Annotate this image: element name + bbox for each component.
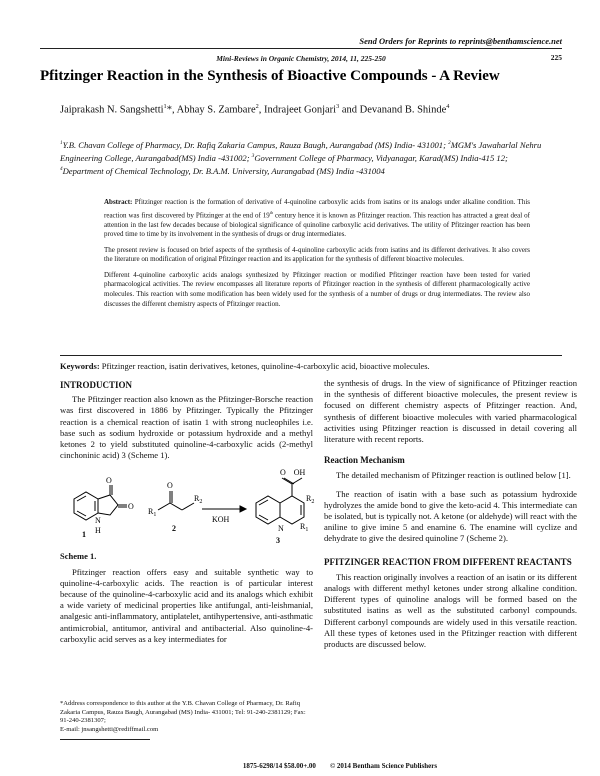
- footer-issn: 1875-6298/14 $58.00+.00: [242, 762, 316, 770]
- scheme-1-figure: [60, 465, 313, 549]
- author-1-star: *: [166, 104, 172, 116]
- abstract: [104, 198, 530, 315]
- affil-1: Y.B. Chavan College of Pharmacy, Dr. Rafiq Zakaria Campus, Rauza Baugh, Aurangabad (MS) India- 431001;: [62, 139, 446, 150]
- page-number: 225: [550, 53, 562, 62]
- header-rule: [40, 48, 562, 49]
- left-column: [60, 378, 313, 645]
- intro-paragraph-2: Pfitzinger reaction offers easy and suitable synthetic way to quinoline-4-carboxylic acids. The reaction is of particular interest because of the quinoline-4-carboxylic acid and its analogs which exhibit a wide variety of medicinal properties like antifungal, anti-leishmanial, analgesic anti-inflammatory, antiplatelet, antihypertensive, anti-asthmatic antimicrobial, antitumor, antiviral and antibacterial. Also quinoline-4-carboxylic acid serves as a key intermediates for: [60, 566, 313, 644]
- scheme-r2: $R_2$: [194, 494, 203, 506]
- scheme-o3: O: [167, 481, 173, 491]
- footnote-email[interactable]: E-mail: jnsangshetti@rediffmail.com: [60, 725, 159, 733]
- author-and: and: [341, 104, 358, 116]
- isatin-five-ring: [98, 495, 118, 515]
- affil-2: MGM's Jawaharlal Nehru Engineering College, Aurangabad(MS) India -431002;: [60, 139, 542, 163]
- affil-1-sup: 1: [60, 140, 63, 146]
- footer-copyright: © 2014 Bentham Science Publishers: [329, 762, 438, 770]
- keywords-text: Pfitzinger reaction, isatin derivatives, ketones, quinoline-4-carboxylic acid, bioactive molecules.: [101, 361, 430, 371]
- author-2: Abhay S. Zambare: [176, 104, 256, 116]
- keywords-label: Keywords:: [60, 361, 100, 371]
- mechanism-paragraph-2: The reaction of isatin with a base such as potassium hydroxide hydrolyzes the amide bond to give the keto-acid 4. This intermediate can be isolated, but is typically not. A ketone (or aldehyde) will react with the aniline to give imine 5 and enamine 6. The enamine will cyclize and dehydrate to give the desired quinoline 7 (Scheme 2).: [324, 488, 577, 544]
- scheme-cooh: O OH: [280, 468, 306, 478]
- abstract-label: Abstract:: [104, 198, 133, 206]
- different-reactants-heading: PFITZINGER REACTION FROM DIFFERENT REACTANTS: [324, 556, 572, 567]
- author-4-sup: 4: [446, 103, 450, 110]
- author-4: Devanand B. Shinde: [359, 104, 447, 116]
- scheme-h: H: [95, 526, 101, 536]
- abstract-p1b: century hence it is known as Pfitzinger reaction. This reaction has attracted a great deal of attention in the last few decades because of biological significance of quinoline carboxylic acid derivatives. The utility of Pfitzinger reaction has been proved time to time by its involvement in the synthesis of drugs or drug intermediates.: [104, 210, 530, 239]
- footnote-rule: [60, 739, 150, 740]
- author-2-sup: 2: [255, 103, 259, 110]
- scheme-r2b: $R_2$: [306, 494, 315, 506]
- author-3: Indrajeet Gonjari: [264, 104, 337, 116]
- scheme-nh: N: [95, 516, 101, 526]
- abstract-p3: Different 4-quinoline carboxylic acids analogs synthesized by Pfitzinger reaction or modified Pfitzinger reaction have been tested for varied pharmacological activities. The review encompasses all literature reports of Pfitzinger reaction in the synthesis of different pharmacologically active molecules. This reaction with some modification has been widely used for the synthesis of a number of drugs or drug intermediates. The review also discusses the different chemistry aspects of Pfitzinger reaction.: [104, 270, 530, 308]
- scheme-r1: $R_1$: [148, 507, 157, 519]
- scheme-o2: O: [128, 502, 134, 512]
- scheme-r1b: $R_1$: [300, 522, 309, 534]
- scheme-compound-1: 1: [82, 530, 86, 540]
- article-title: Pfitzinger Reaction in the Synthesis of Bioactive Compounds - A Review: [40, 68, 500, 84]
- affil-2-sup: 2: [448, 140, 451, 146]
- scheme-compound-3: 3: [276, 536, 280, 546]
- mechanism-paragraph-1: The detailed mechanism of Pfitzinger reaction is outlined below [1].: [336, 470, 571, 481]
- scheme-koh: KOH: [212, 515, 230, 525]
- mechanism-heading: Reaction Mechanism: [324, 455, 405, 466]
- quinoline-pyridine: [280, 496, 304, 524]
- scheme-o1: O: [106, 476, 112, 486]
- author-3-sup: 3: [336, 103, 340, 110]
- affiliations: [60, 138, 550, 177]
- journal-citation: Mini-Reviews in Organic Chemistry, 2014, 11, 225-250: [216, 54, 386, 63]
- footnote: [60, 700, 313, 734]
- abstract-p2: The present review is focused on brief aspects of the synthesis of 4-quinoline carboxylic acids from isatins and its different derivatives. It also covers the literature on modification of original Pfitzinger reaction and its application for the synthesis of different bioactive molecules.: [104, 245, 530, 264]
- author-list: Jaiprakash N. Sangshetti$^1$*, Abhay S. Zambare$^2$, Indrajeet Gonjari$^3$ and Devanand B. Shinde$^4$: [60, 103, 450, 116]
- reprint-notice: Send Orders for Reprints to reprints@benthamscience.net: [359, 36, 562, 46]
- abstract-p1a: Pfitzinger reaction is the formation of derivative of 4-quinoline carboxylic acids from isatins or its analogs under alkaline condition. This reaction was first discovered by Pfitzinger at the end of 19: [104, 198, 530, 219]
- abstract-p1-sup: th: [269, 209, 274, 215]
- affil-4: Department of Chemical Technology, Dr. B.A.M. University, Aurangabad (MS) India -431004: [62, 165, 385, 176]
- different-reactants-paragraph: This reaction originally involves a reaction of an isatin or its different analogs with different methyl ketones under strong alkaline condition. Different types of quinoline analogs will be formed based on the substituted isatins as well as the substituted carbonyl compounds. Different carbonyl compounds are widely used in this versatile reaction. All these types of ketones used in the Pfitzinger reaction with different products are discussed below.: [324, 571, 577, 650]
- introduction-heading: INTRODUCTION: [60, 380, 133, 390]
- keywords-rule: [60, 355, 562, 356]
- intro-paragraph-1: The Pfitzinger reaction also known as the Pfitzinger-Borsche reaction was first discovered in 1886 by Pfitzinger. Typically the Pfitzinger reaction is a chemical reaction of isatin 1 with strong nucleophiles i.e. base such as sodium hydroxide or potassium hydroxide and a methyl ketones 2 to yield substituted quinoline-4-carboxylic acids (2-methyl cinchoninic acid) 3 (Scheme 1).: [60, 394, 313, 461]
- author-1: Jaiprakash N. Sangshetti: [60, 104, 164, 116]
- footer: [180, 762, 500, 770]
- scheme-nq: N: [278, 524, 284, 534]
- scheme-1-caption: Scheme 1.: [60, 551, 97, 562]
- affil-4-sup: 4: [60, 165, 63, 172]
- intro-continued: the synthesis of drugs. In the view of significance of Pfitzinger reaction in the synthesis of different bioactive molecules, the present review is focused on different chemistry aspects of Pfitzinger reaction. And, synthesis of different bioactive molecules with varied pharmacological activities using Pfitzinger reaction is discussed in detail covering all literature with recent reports.: [324, 378, 577, 445]
- author-1-sup: 1: [163, 103, 167, 110]
- affil-3-sup: 3: [251, 152, 255, 159]
- keywords: [60, 361, 562, 371]
- affil-3: Government College of Pharmacy, Vidyanagar, Karad(MS) India-415 12;: [254, 152, 508, 163]
- footnote-text: *Address correspondence to this author at the Y.B. Chavan College of Pharmacy, Dr. Rafiq Zakaria Campus, Rauza Baugh, Aurangabad (MS) India- 431001; Tel: 91-240-2381129; Fax: 91-240-2381307;: [60, 700, 306, 725]
- scheme-compound-2: 2: [172, 524, 176, 534]
- right-column: [324, 378, 577, 650]
